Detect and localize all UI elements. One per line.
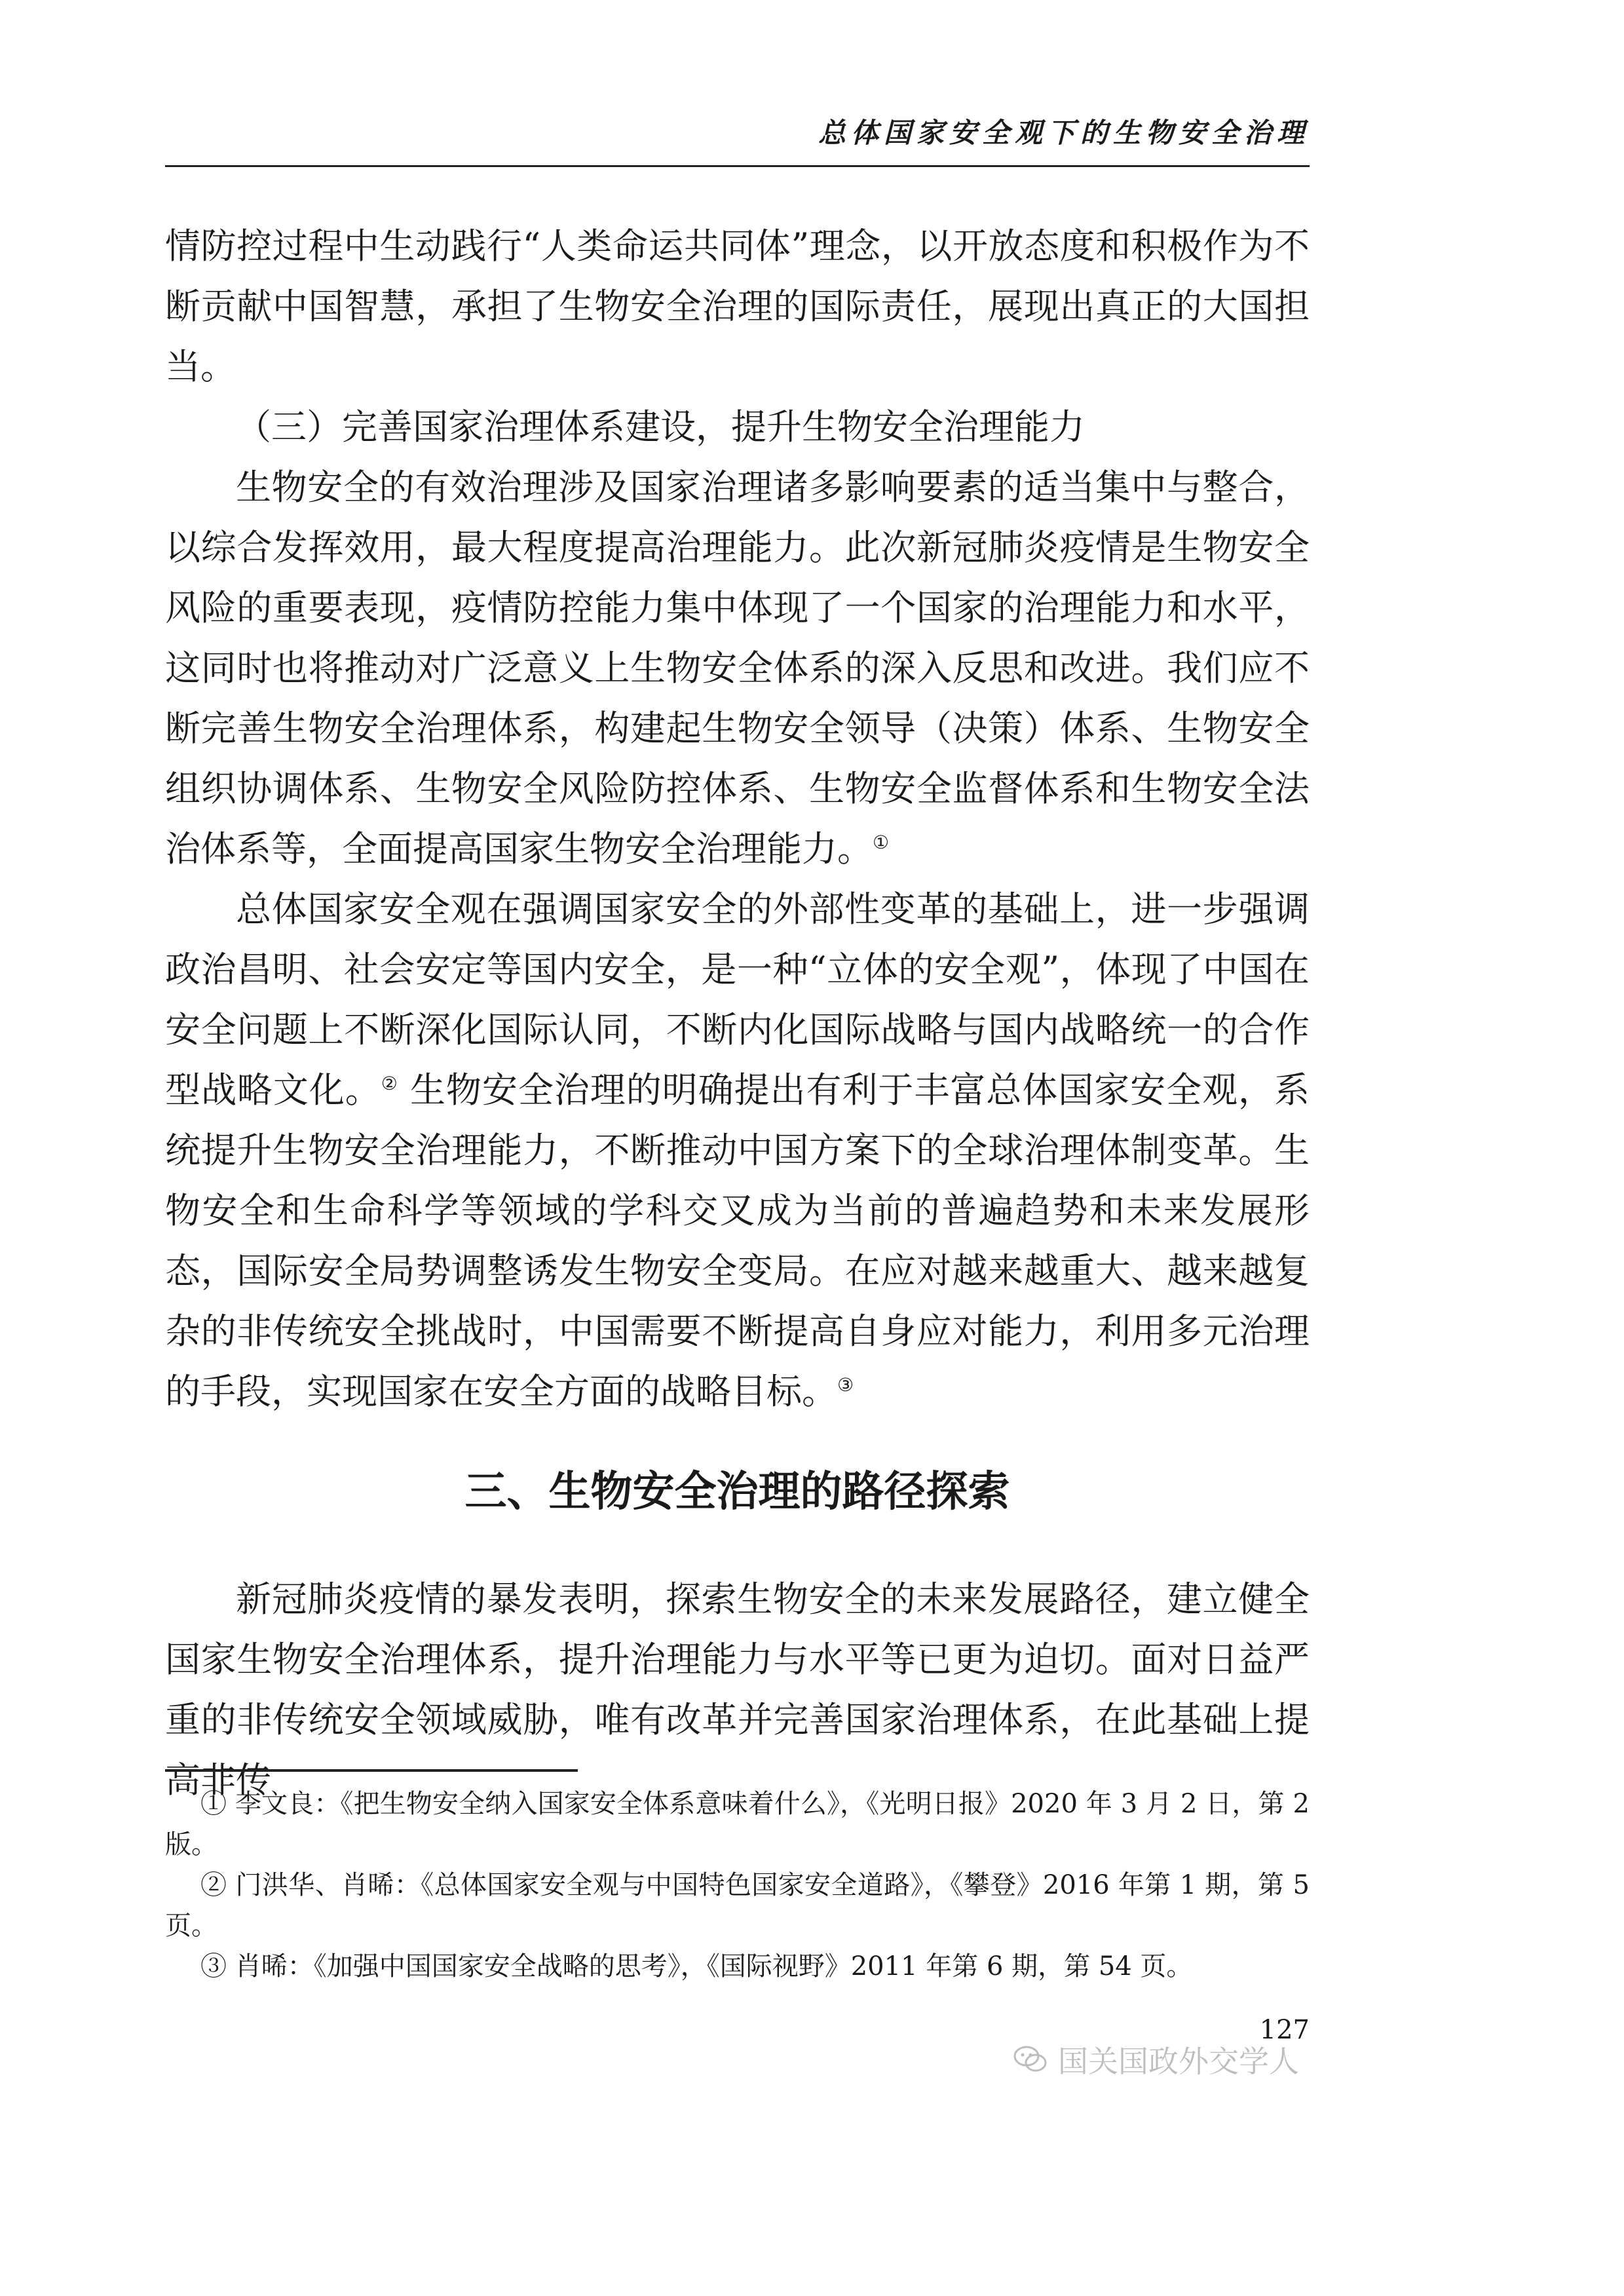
subsection-heading: （三）完善国家治理体系建设，提升生物安全治理能力 xyxy=(236,406,1085,448)
footnote-ref-3: ③ xyxy=(837,1374,854,1396)
body-text-top xyxy=(165,216,1310,1422)
footnote-1: ① 李文良：《把生物安全纳入国家安全体系意味着什么》，《光明日报》2020 年 3 月 2 日，第 2 版。 xyxy=(165,1789,1310,1860)
footnote-ref-2: ② xyxy=(381,1073,398,1094)
body-text-bottom xyxy=(165,1569,1310,1810)
wechat-icon xyxy=(1012,2044,1049,2075)
footnote-2: ② 门洪华、肖晞：《总体国家安全观与中国特色国家安全道路》，《攀登》2016 年第 1 期，第 5 页。 xyxy=(165,1870,1310,1941)
watermark xyxy=(1012,2038,1299,2081)
running-header: 总体国家安全观下的生物安全治理 xyxy=(818,117,1310,149)
footnotes xyxy=(165,1784,1310,1987)
watermark-text: 国关国政外交学人 xyxy=(1058,2044,1299,2079)
paragraph: 新冠肺炎疫情的暴发表明，探索生物安全的未来发展路径，建立健全国家生物安全治理体系，提升治理能力与水平等已更为迫切。面对日益严重的非传统安全领域威胁，唯有改革并完善国家治理体系，在此基础上提高非传 xyxy=(165,1578,1310,1801)
footnote-3: ③ 肖晞：《加强中国国家安全战略的思考》，《国际视野》2011 年第 6 期，第 54 页。 xyxy=(200,1951,1193,1981)
paragraph: 总体国家安全观在强调国家安全的外部性变革的基础上，进一步强调政治昌明、社会安定等国内安全，是一种“立体的安全观”，体现了中国在安全问题上不断深化国际认同，不断内化国际战略与国内战略统一的合作型战略文化。② 生物安全治理的明确提出有利于丰富总体国家安全观，系统提升生物安全治理能力，不断推动中国方案下的全球治理体制变革。生物安全和生命科学等领域的学科交叉成为当前的普遍趋势和未来发展形态，国际安全局势调整诱发生物安全变局。在应对越来越重大、越来越复杂的非传统安全挑战时，中国需要不断提高自身应对能力，利用多元治理的手段，实现国家在安全方面的战略目标。③ xyxy=(165,889,1310,1412)
footnote-ref-1: ① xyxy=(873,832,890,853)
section-heading: 三、生物安全治理的路径探索 xyxy=(464,1468,1010,1516)
footnote-rule xyxy=(165,1769,578,1772)
paragraph: 生物安全的有效治理涉及国家治理诸多影响要素的适当集中与整合，以综合发挥效用，最大程度提高治理能力。此次新冠肺炎疫情是生物安全风险的重要表现，疫情防控能力集中体现了一个国家的治理能力和水平，这同时也将推动对广泛意义上生物安全体系的深入反思和改进。我们应不断完善生物安全治理体系，构建起生物安全领导（决策）体系、生物安全组织协调体系、生物安全风险防控体系、生物安全监督体系和生物安全法治体系等，全面提高国家生物安全治理能力。① xyxy=(165,467,1310,870)
paragraph-continuation: 情防控过程中生动践行“人类命运共同体”理念，以开放态度和积极作为不断贡献中国智慧，承担了生物安全治理的国际责任，展现出真正的大国担当。 xyxy=(165,225,1310,387)
page-number: 127 xyxy=(1259,2015,1310,2045)
header-rule xyxy=(165,165,1310,167)
